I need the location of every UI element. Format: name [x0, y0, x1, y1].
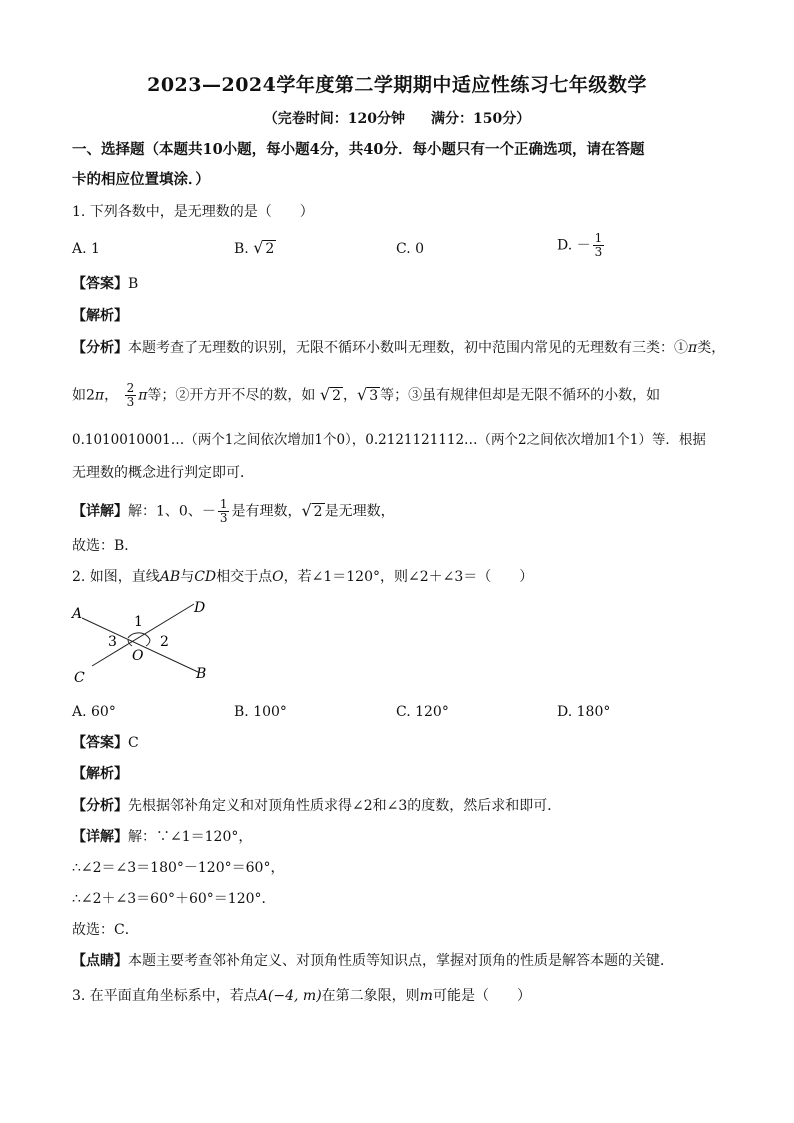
pi-symbol: π [688, 340, 698, 356]
pi-symbol: π [138, 387, 148, 404]
q2-option-d: D. 180° [557, 704, 611, 720]
q2-detail-line2: ∴∠2＝∠3＝180°－120°＝60°， [72, 860, 285, 876]
fraction-denominator: 3 [219, 511, 228, 525]
intersecting-lines-figure [70, 598, 220, 690]
point-o-label: O [272, 569, 284, 585]
fenxi-tag: 【分析】 [72, 798, 128, 814]
dianjing-text: 本题主要考查邻补角定义、对顶角性质等知识点，掌握对顶角的性质是解答本题的关键． [128, 953, 674, 969]
q1-stem: 1. 下列各数中，是无理数的是（ ） [72, 204, 314, 220]
q2-option-a: A. 60° [72, 704, 116, 720]
sqrt-expression: √ 2 [253, 238, 275, 257]
radicand: 2 [265, 241, 275, 257]
q2-choose: 故选：C． [72, 922, 139, 938]
label-d: D [194, 600, 206, 616]
stem-text: 可能是（ ） [432, 988, 531, 1004]
answer-value: B [128, 276, 139, 292]
label-o: O [132, 648, 144, 664]
exam-score: 满分：150分） [431, 111, 531, 127]
fraction-denominator: 3 [126, 395, 135, 409]
q1-option-c: C. 0 [396, 241, 425, 257]
fraction [593, 232, 605, 259]
angle-label-1: 1 [134, 614, 143, 630]
exam-info [0, 108, 794, 128]
line-ab-label: AB [159, 569, 181, 585]
page-title: 2023—2024学年度第二学期期中适应性练习七年级数学 [147, 74, 647, 96]
q1-analysis-tag: 【解析】 [72, 308, 128, 324]
fenxi-tag: 【分析】 [72, 340, 128, 356]
detail-tag: 【详解】 [72, 503, 128, 520]
angle-arc-2 [146, 640, 150, 646]
sqrt-expression: √ 2 [319, 384, 341, 404]
label-c: C [74, 670, 85, 686]
q1-detail [72, 498, 395, 525]
detail-text: 解：∵∠1＝120°， [128, 829, 253, 845]
q2-fenxi [72, 796, 561, 816]
minus-sign: － [576, 237, 591, 254]
detail-text: 是无理数， [324, 503, 395, 520]
q1-option-a: A. 1 [72, 241, 100, 257]
stem-text: 2. 如图，直线 [72, 569, 160, 585]
fenxi-text: 等；③虽有规律但却是无限不循环的小数，如 [380, 387, 661, 404]
fenxi-text-end: 类， [697, 340, 726, 356]
q1-choose: 故选：B． [72, 538, 139, 554]
section-heading-line2: 卡的相应位置填涂．） [72, 171, 210, 188]
stem-text: 3. 在平面直角坐标系中，若点 [72, 988, 258, 1004]
angle-arc-1 [128, 633, 150, 640]
pi-symbol: π [94, 387, 105, 404]
angle-label-3: 3 [108, 634, 117, 650]
radicand: 2 [313, 503, 323, 520]
detail-tag: 【详解】 [72, 829, 128, 845]
q1-option-d [557, 232, 606, 259]
fenxi-text: ， [104, 387, 119, 404]
q3-stem [72, 986, 531, 1006]
q2-detail-line1 [72, 827, 252, 847]
fenxi-text: 先根据邻补角定义和对顶角性质求得∠2和∠3的度数，然后求和即可． [128, 798, 562, 814]
q1-option-d-prefix: D. [557, 237, 573, 254]
radicand: 2 [332, 387, 341, 404]
label-b: B [196, 666, 207, 682]
section-heading-line1: 一、选择题（本题共10小题，每小题4分，共40分．每小题只有一个正确选项，请在答题 [72, 141, 645, 158]
fenxi-text: ， [343, 387, 357, 404]
q2-analysis-tag: 【解析】 [72, 766, 128, 782]
stem-text: 在第二象限，则 [321, 988, 420, 1004]
q1-option-b [234, 238, 276, 259]
variable-m: m [419, 988, 433, 1004]
q2-option-b: B. 100° [234, 704, 287, 720]
q2-option-c: C. 120° [396, 704, 449, 720]
q2-detail-line3: ∴∠2＋∠3＝60°＋60°＝120°． [72, 891, 276, 907]
q2-answer [72, 733, 139, 753]
q1-fenxi-line2 [72, 382, 660, 409]
fraction [218, 498, 230, 525]
stem-text: 相交于点 [216, 569, 273, 585]
fenxi-text: 本题考查了无理数的识别，无限不循环小数叫无理数，初中范围内常见的无理数有三类：① [128, 340, 688, 356]
fraction [125, 382, 137, 409]
answer-value: C [128, 735, 139, 751]
stem-text: ，若∠1＝120°，则∠2＋∠3＝（ ） [283, 569, 534, 585]
fenxi-text: 等；②开方开不尽的数，如 [147, 387, 316, 404]
fraction-denominator: 3 [594, 245, 603, 259]
q1-option-b-prefix: B. [234, 241, 249, 257]
radicand: 3 [369, 387, 379, 404]
answer-tag: 【答案】 [72, 276, 128, 292]
sqrt-expression: √ 3 [357, 384, 379, 404]
dianjing-tag: 【点睛】 [72, 953, 128, 969]
fraction-numerator: 2 [126, 381, 135, 395]
q1-fenxi-line4: 无理数的概念进行判定即可． [72, 465, 254, 481]
q2-dianjing [72, 951, 674, 971]
angle-label-2: 2 [160, 634, 169, 650]
q2-stem [72, 567, 533, 587]
stem-text: 与 [180, 569, 195, 585]
point-a-coordinates: A(−4, m) [257, 988, 322, 1004]
answer-tag: 【答案】 [72, 735, 128, 751]
line-cd-label: CD [194, 569, 217, 585]
q1-answer [72, 274, 138, 294]
sqrt-expression: √ 2 [301, 500, 323, 520]
fraction-numerator: 1 [594, 231, 603, 245]
exam-time: （完卷时间：120分钟 [263, 111, 405, 127]
detail-text: 是有理数， [231, 503, 302, 520]
fraction-numerator: 1 [219, 497, 228, 511]
label-a: A [72, 606, 83, 622]
q1-fenxi-line1 [72, 338, 725, 358]
fenxi-text: 如2 [72, 387, 95, 404]
detail-text: 解：1、0、－ [128, 503, 216, 520]
q1-fenxi-line3: 0.1010010001…（两个1之间依次增加1个0），0.2121121112…（两个2之间依次增加1个1）等．根据 [72, 432, 706, 448]
